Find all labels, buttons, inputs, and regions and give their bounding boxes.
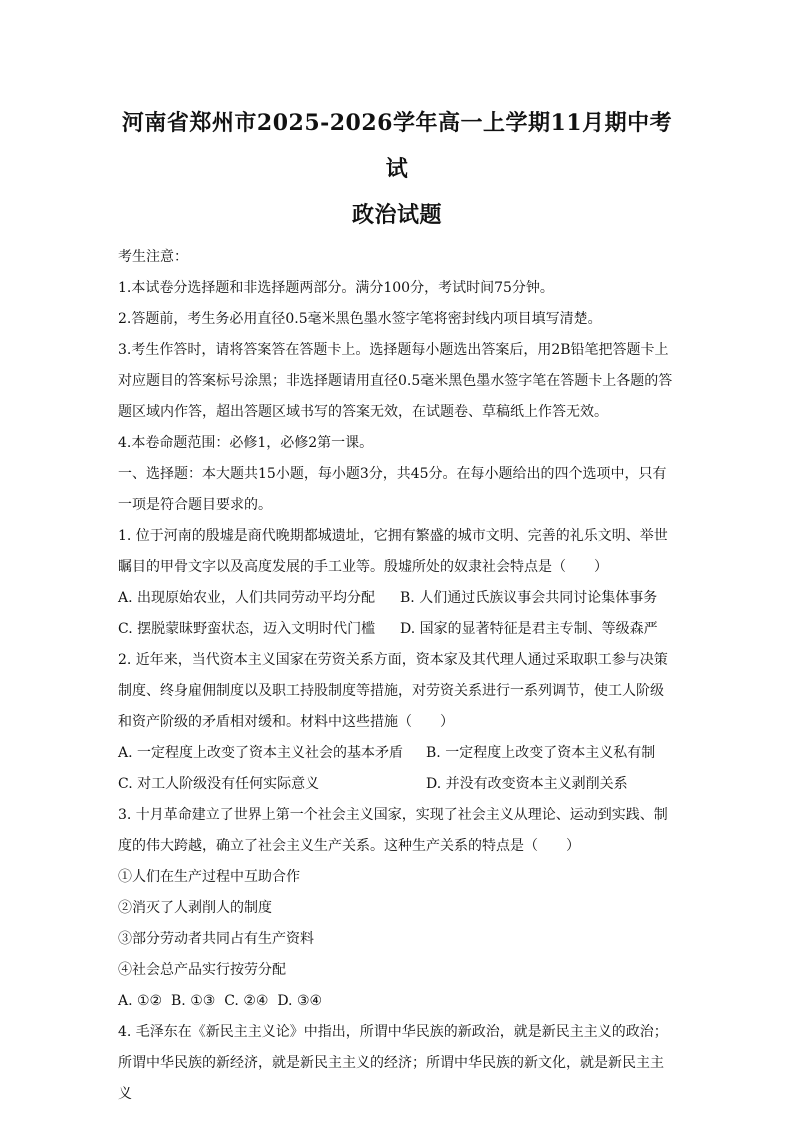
option-c: C. 对工人阶级没有任何实际意义 <box>118 776 320 792</box>
statement-item: ②消灭了人剥削人的制度 <box>118 900 272 916</box>
question-stem: 4. 毛泽东在《新民主主义论》中指出，所谓中华民族的新政治，就是新民主主义的政治；所谓中华民族的新经济，就是新民主主义的经济；所谓中华民族的新文化，就是新民主主义 <box>118 1024 668 1102</box>
option-row <box>118 738 676 769</box>
notice-item: 3.考生作答时，请将答案答在答题卡上。选择题每小题选出答案后，用2B铅笔把答题卡上对应题目的答案标号涂黑；非选择题请用直径0.5毫米黑色墨水签字笔在答题卡上各题的答题区域内作答，超出答题区域书写的答案无效，在试题卷、草稿纸上作答无效。 <box>118 342 673 420</box>
question-stem: 2. 近年来，当代资本主义国家在劳资关系方面，资本家及其代理人通过采取职工参与决策制度、终身雇佣制度以及职工持股制度等措施，对劳资关系进行一系列调节，使工人阶级和资产阶级的矛盾相对缓和。材料中这些措施（ ） <box>118 652 668 730</box>
exam-title: 河南省郑州市2025-2026学年高一上学期11月期中考试 <box>121 110 673 182</box>
exam-subtitle: 政治试题 <box>351 202 442 228</box>
option-row <box>118 583 676 614</box>
notice-item: 1.本试卷分选择题和非选择题两部分。满分100分，考试时间75分钟。 <box>118 280 554 296</box>
section-heading: 一、选择题：本大题共15小题，每小题3分，共45分。在每小题给出的四个选项中，只有一项是符合题目要求的。 <box>118 466 667 513</box>
notice-item: 4.本卷命题范围：必修1，必修2第一课。 <box>118 435 374 451</box>
statement-item: ③部分劳动者共同占有生产资料 <box>118 931 314 947</box>
statement-item: ①人们在生产过程中互助合作 <box>118 869 300 885</box>
option-b: B. 一定程度上改变了资本主义私有制 <box>426 745 656 761</box>
statement-item: ④社会总产品实行按劳分配 <box>118 962 286 978</box>
notice-heading: 考生注意： <box>118 249 188 265</box>
option-row <box>118 769 676 800</box>
question-stem: 1. 位于河南的殷墟是商代晚期都城遗址，它拥有繁盛的城市文明、完善的礼乐文明、举世瞩目的甲骨文字以及高度发展的手工业等。殷墟所处的奴隶社会特点是（ ） <box>118 528 668 575</box>
answer-choices: A. ①② B. ①③ C. ②④ D. ③④ <box>118 993 323 1009</box>
question-stem: 3. 十月革命建立了世界上第一个社会主义国家，实现了社会主义从理论、运动到实践、制度的伟大跨越，确立了社会主义生产关系。这种生产关系的特点是（ ） <box>118 807 668 854</box>
option-d: D. 国家的显著特征是君主专制、等级森严 <box>400 621 658 637</box>
option-row <box>118 614 676 645</box>
option-d: D. 并没有改变资本主义剥削关系 <box>426 776 628 792</box>
notice-item: 2.答题前，考生务必用直径0.5毫米黑色墨水签字笔将密封线内项目填写清楚。 <box>118 311 602 327</box>
option-b: B. 人们通过氏族议事会共同讨论集体事务 <box>400 590 658 606</box>
option-a: A. 一定程度上改变了资本主义社会的基本矛盾 <box>118 745 404 761</box>
option-c: C. 摆脱蒙昧野蛮状态，迈入文明时代门槛 <box>118 621 376 637</box>
option-a: A. 出现原始农业，人们共同劳动平均分配 <box>118 590 376 606</box>
